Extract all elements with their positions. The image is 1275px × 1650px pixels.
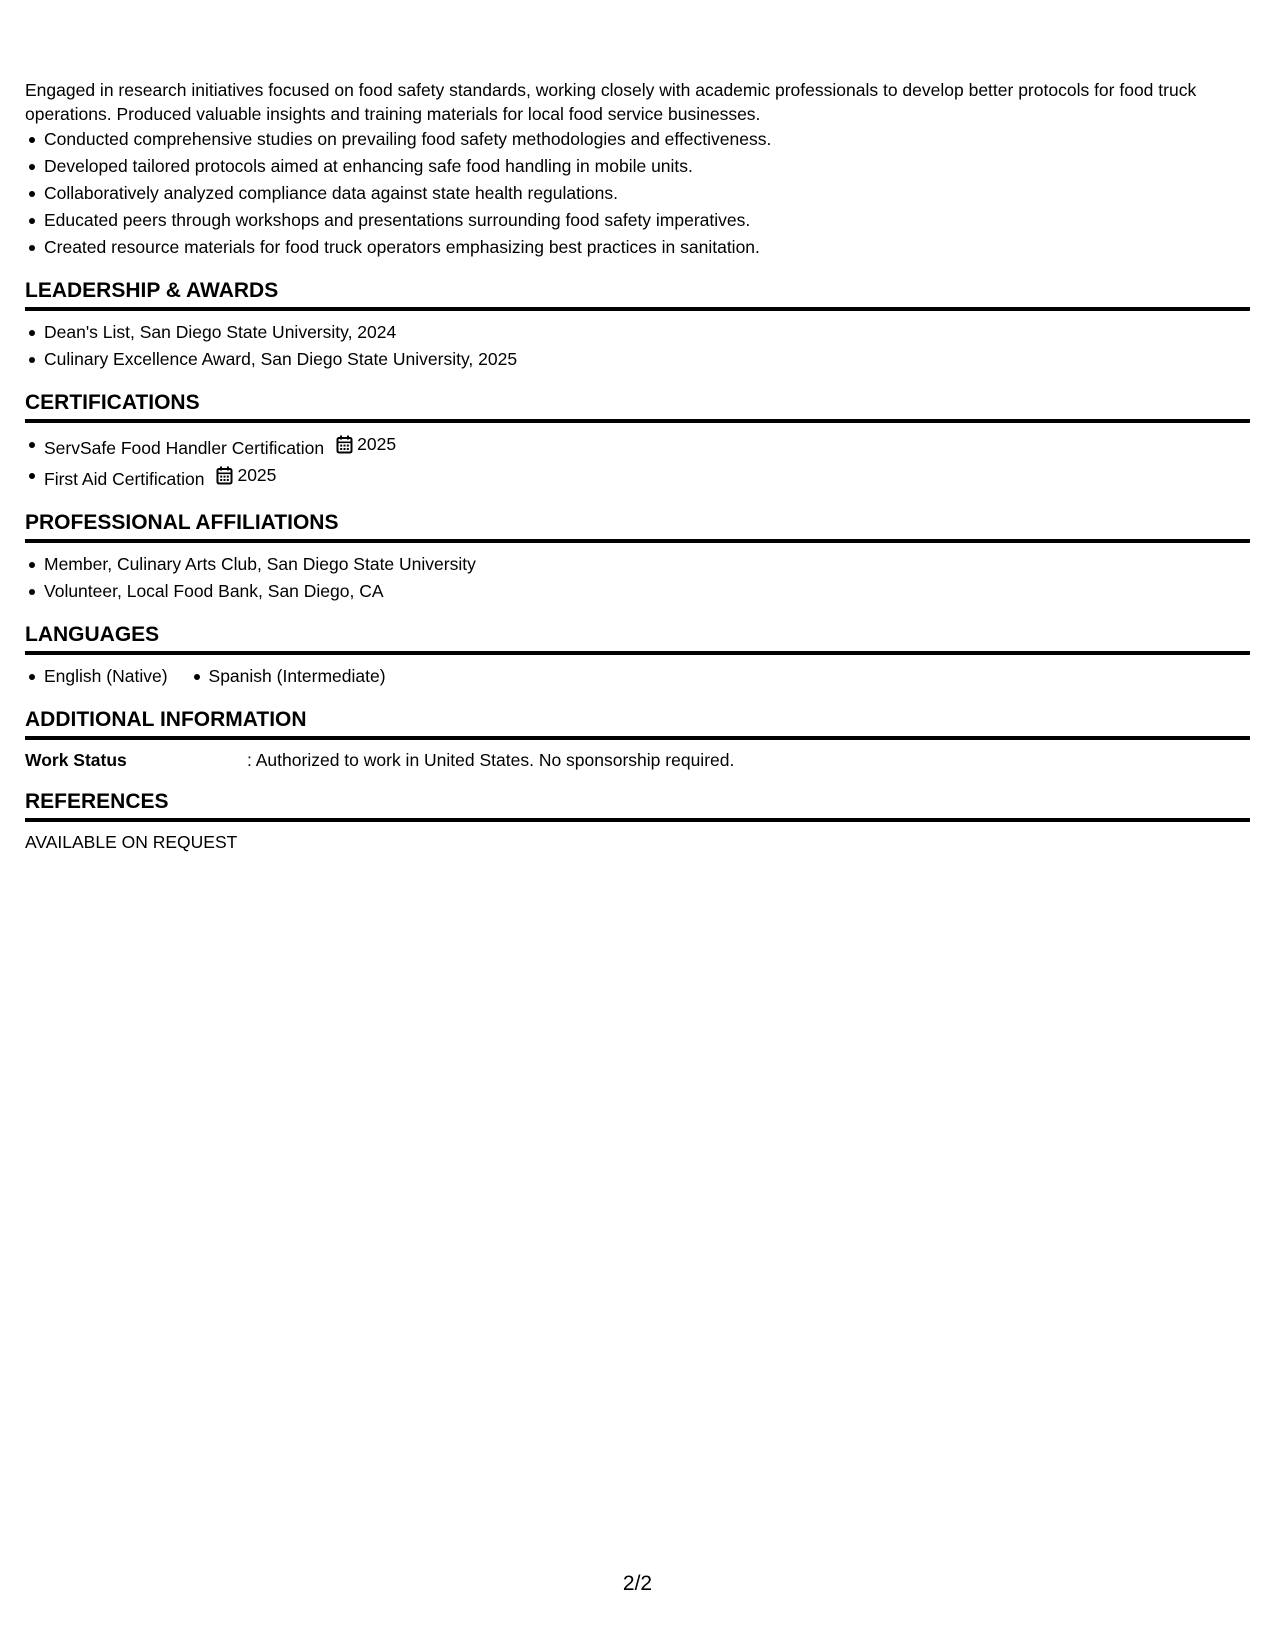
calendar-icon [336,435,353,454]
experience-description: Engaged in research initiatives focused on food safety standards, working closely with academic professionals to develop better protocols for food truck operations. Produced valuable insights and training materials for local food service businesses. [25,80,1197,124]
section-title: LANGUAGES [25,622,1250,655]
list-item: Collaboratively analyzed compliance data against state health regulations. [25,180,1250,207]
references-section [25,789,1250,854]
section-title: PROFESSIONAL AFFILIATIONS [25,510,1250,543]
certification-year: 2025 [237,465,277,485]
languages-section [25,622,1250,690]
section-title: LEADERSHIP & AWARDS [25,278,1250,311]
section-title: CERTIFICATIONS [25,390,1250,423]
affiliations-list [25,551,1250,605]
list-item: Created resource materials for food truck operators emphasizing best practices in sanitation. [25,234,1250,261]
resume-page [25,78,1250,854]
certifications-section [25,390,1250,493]
references-text: AVAILABLE ON REQUEST [25,832,238,852]
section-title: REFERENCES [25,789,1250,822]
list-item: Developed tailored protocols aimed at enhancing safe food handling in mobile units. [25,153,1250,180]
certification-date [336,431,396,458]
calendar-icon [216,466,233,485]
affiliations-section [25,510,1250,605]
section-title: ADDITIONAL INFORMATION [25,707,1250,740]
certification-year: 2025 [357,434,397,454]
work-status-value: : Authorized to work in United States. No sponsorship required. [247,750,735,770]
list-item [25,431,1250,462]
list-item [25,462,1250,493]
certifications-list [25,431,1250,493]
additional-info-section [25,707,1250,772]
list-item: Educated peers through workshops and presentations surrounding food safety imperatives. [25,207,1250,234]
languages-list [25,663,1250,690]
list-item: Culinary Excellence Award, San Diego State University, 2025 [25,346,1250,373]
experience-continuation [25,78,1250,261]
list-item: Dean's List, San Diego State University, 2024 [25,319,1250,346]
language-item: English (Native) [25,663,168,690]
work-status-label: Work Status [25,750,127,770]
leadership-list [25,319,1250,373]
certification-name: ServSafe Food Handler Certification [44,438,325,458]
list-item: Conducted comprehensive studies on prevailing food safety methodologies and effectiveness. [25,126,1250,153]
leadership-section [25,278,1250,373]
experience-bullets [25,126,1250,261]
page-number: 2/2 [622,1572,653,1595]
certification-name: First Aid Certification [44,469,205,489]
work-status-row [25,748,1250,772]
language-item: Spanish (Intermediate) [190,663,386,690]
list-item: Volunteer, Local Food Bank, San Diego, CA [25,578,1250,605]
certification-date [216,462,276,489]
list-item: Member, Culinary Arts Club, San Diego State University [25,551,1250,578]
